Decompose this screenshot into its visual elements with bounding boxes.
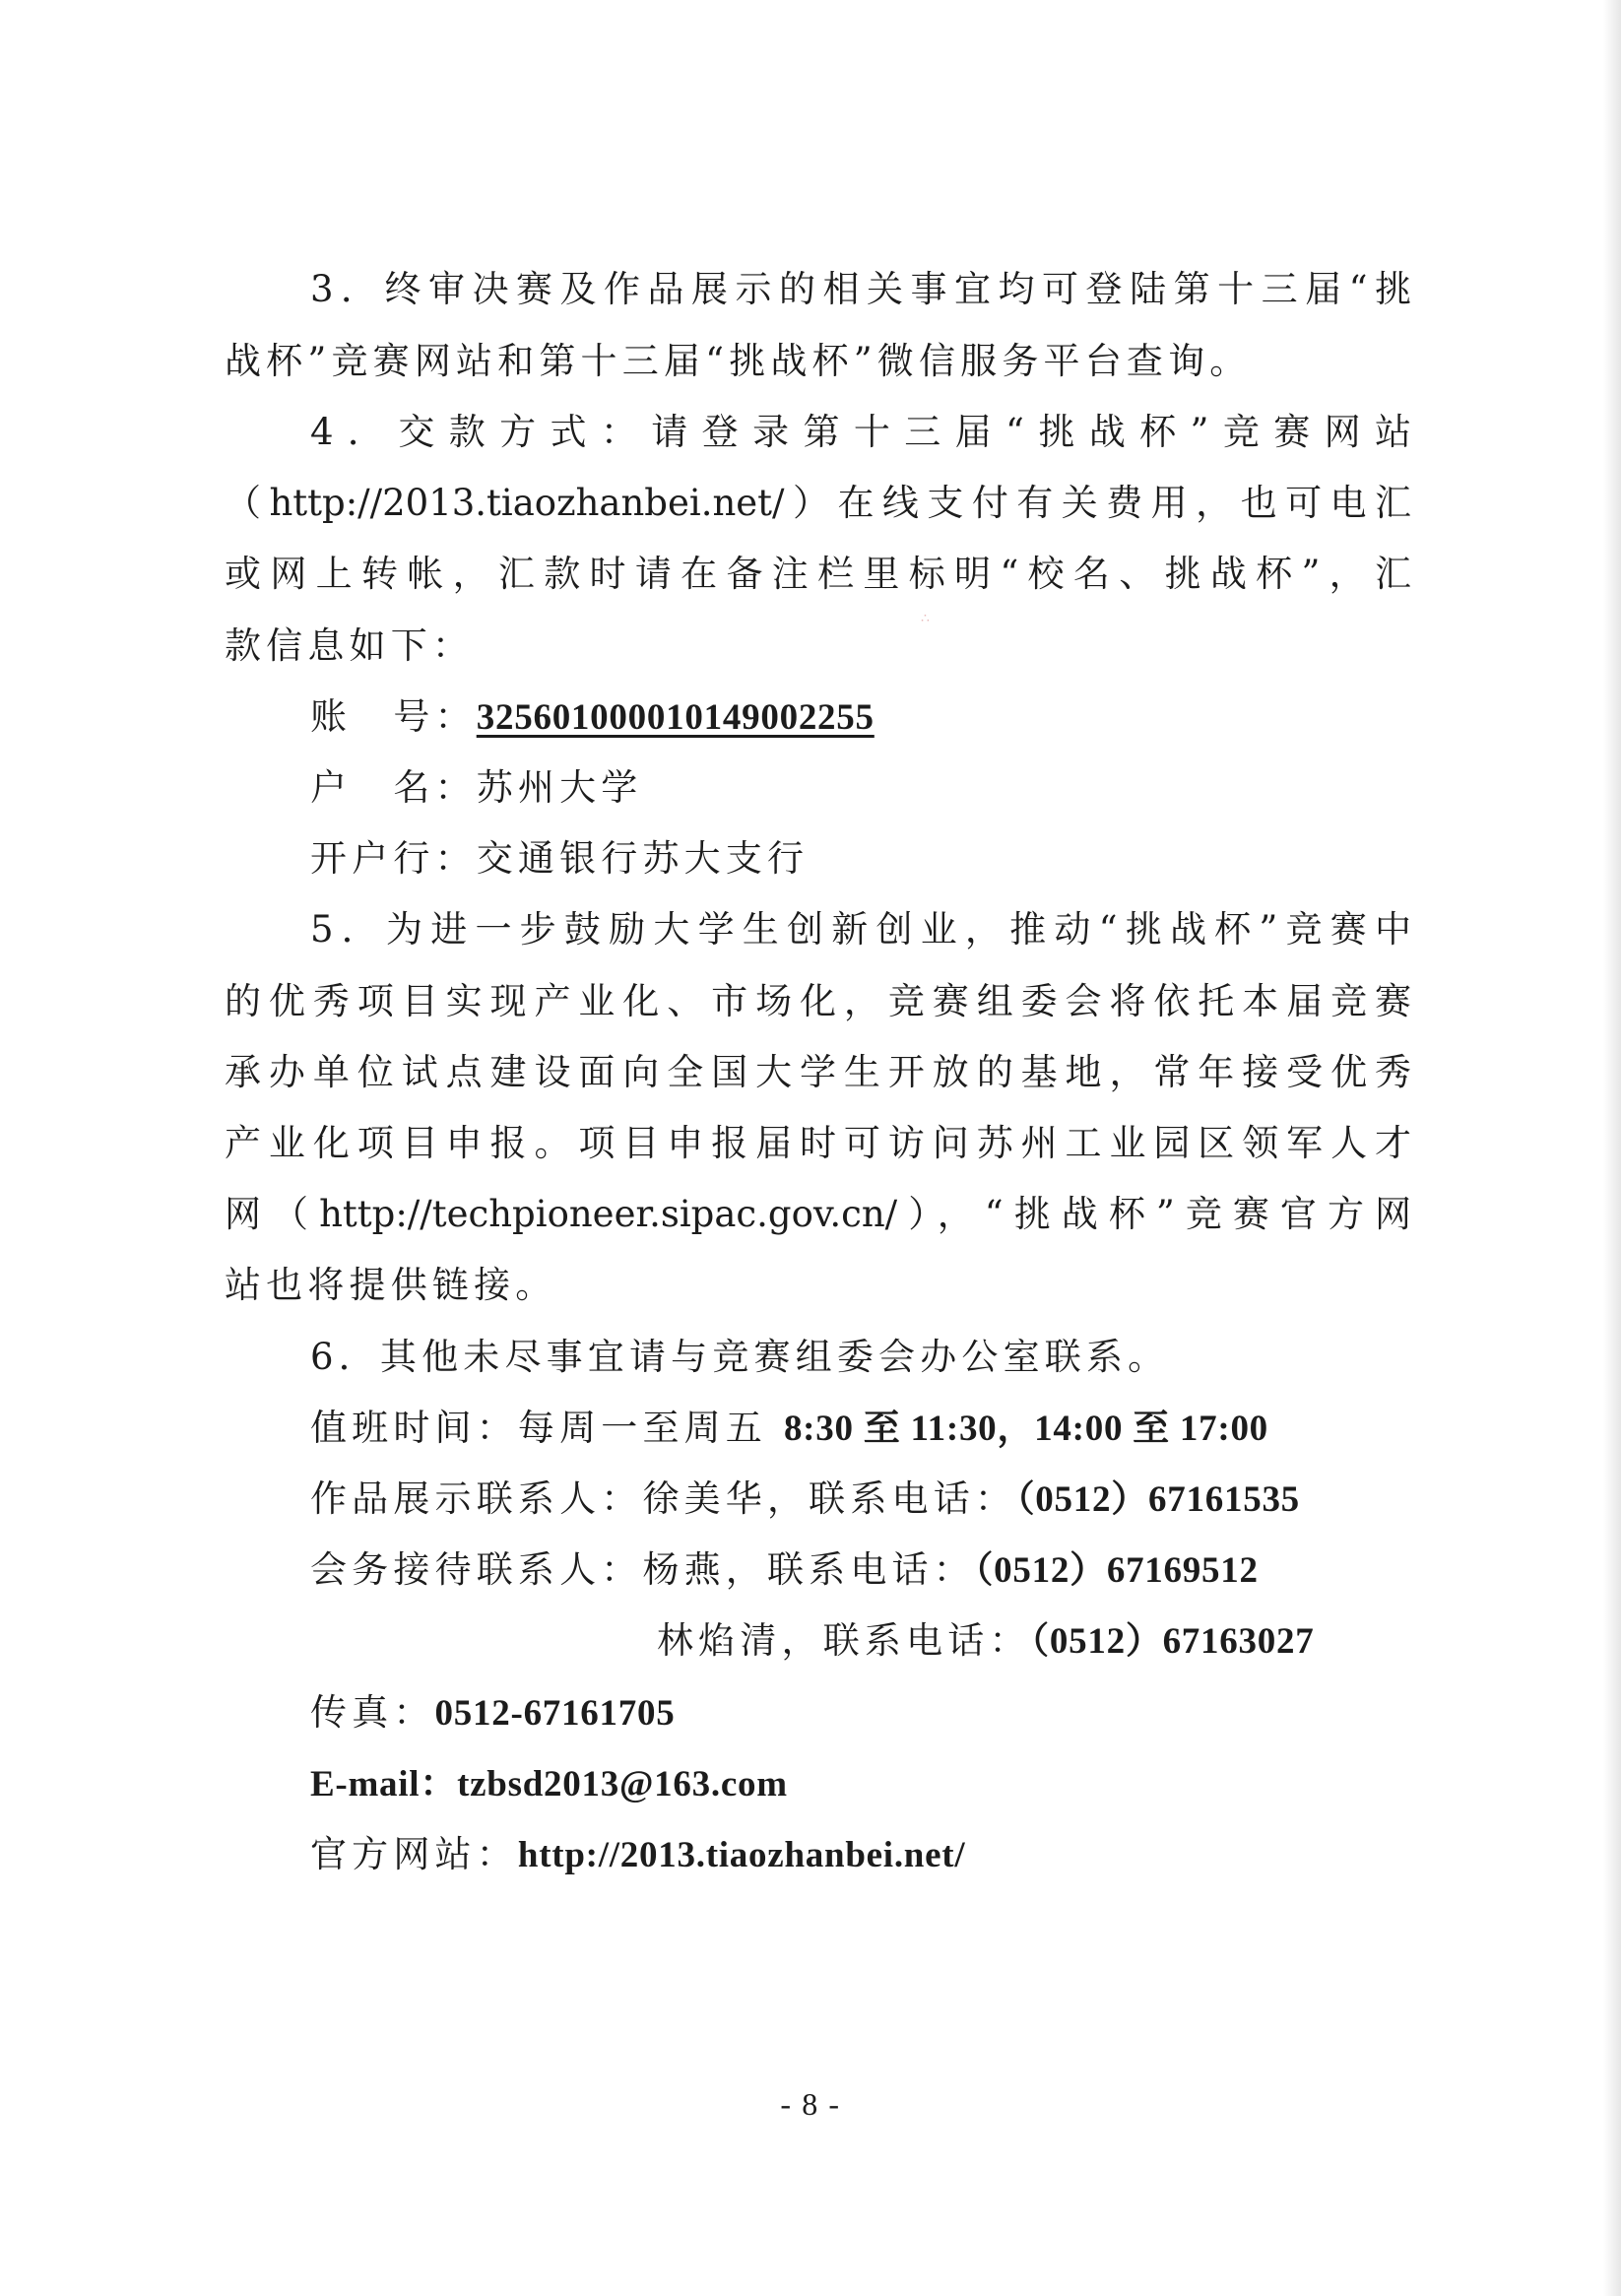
item5-line3: 承办单位试点建设面向全国大学生开放的基地，常年接受优秀 — [225, 1051, 1411, 1093]
website-row — [310, 1833, 966, 1875]
email-row — [310, 1765, 788, 1803]
bank-account-row — [310, 695, 875, 738]
bank-account-number: 325601000010149002255 — [476, 697, 875, 738]
duty-hours-label: 值班时间：每周一至周五 — [310, 1407, 767, 1449]
fax-row — [310, 1691, 676, 1734]
page-number: - 8 - — [780, 2086, 841, 2122]
scan-smudge-mark: ∴ — [921, 611, 930, 626]
contact2-row — [310, 1548, 1259, 1591]
contact1-label: 作品展示联系人：徐美华，联系电话： — [310, 1477, 1017, 1520]
contact1-row — [310, 1477, 1300, 1520]
scan-edge-shadow — [1603, 0, 1621, 2296]
item5-line4: 产业化项目申报。项目申报届时可访问苏州工业园区领军人才 — [225, 1122, 1411, 1164]
bank-branch-label: 开户行： — [310, 837, 477, 880]
item5-line1: 5．为进一步鼓励大学生创新创业，推动“挑战杯”竞赛中 — [310, 908, 1411, 951]
contact3-phone: （0512）67163027 — [1030, 1621, 1315, 1662]
contact1-phone: （0512）67161535 — [1016, 1479, 1300, 1520]
item6-line1: 6．其他未尽事宜请与竞赛组委会办公室联系。 — [310, 1336, 1170, 1378]
item5-line2: 的优秀项目实现产业化、市场化，竞赛组委会将依托本届竞赛 — [225, 980, 1411, 1022]
bank-name-label: 户 名： — [310, 766, 477, 809]
item4-line4: 款信息如下： — [225, 624, 475, 667]
bank-account-label: 账 号： — [310, 695, 477, 738]
item5-line5: 网（http://techpioneer.sipac.gov.cn/），“挑战杯”竞赛官方网 — [225, 1193, 1411, 1235]
bank-name-value: 苏州大学 — [476, 766, 643, 809]
bank-name-row — [310, 766, 643, 809]
website-link[interactable]: http://2013.tiaozhanbei.net/ — [517, 1835, 966, 1875]
item3-line1: 3．终审决赛及作品展示的相关事宜均可登陆第十三届“挑 — [310, 268, 1411, 310]
contact3-row — [657, 1619, 1315, 1662]
fax-number: 0512-67161705 — [434, 1693, 676, 1734]
bank-branch-row — [310, 837, 810, 880]
item3-line2: 战杯”竞赛网站和第十三届“挑战杯”微信服务平台查询。 — [225, 340, 1252, 382]
contact3-label: 林焰清，联系电话： — [657, 1619, 1031, 1662]
contact2-phone: （0512）67169512 — [974, 1550, 1259, 1591]
email-address[interactable]: tzbsd2013@163.com — [457, 1764, 788, 1804]
contact2-label: 会务接待联系人：杨燕，联系电话： — [310, 1548, 975, 1591]
email-label: E-mail： — [310, 1764, 458, 1804]
bank-branch-value: 交通银行苏大支行 — [476, 837, 810, 880]
item4-line1: 4．交款方式：请登录第十三届“挑战杯”竞赛网站 — [310, 411, 1411, 453]
item5-line6: 站也将提供链接。 — [225, 1264, 557, 1306]
website-label: 官方网站： — [310, 1833, 518, 1875]
fax-label: 传真： — [310, 1691, 435, 1734]
item4-line2: （http://2013.tiaozhanbei.net/）在线支付有关费用，也可电汇 — [225, 482, 1411, 524]
item4-line3: 或网上转帐，汇款时请在备注栏里标明“校名、挑战杯”，汇 — [225, 553, 1411, 595]
duty-hours-row — [310, 1407, 1268, 1449]
duty-hours-value: 8:30 至 11:30，14:00 至 17:00 — [783, 1409, 1268, 1449]
